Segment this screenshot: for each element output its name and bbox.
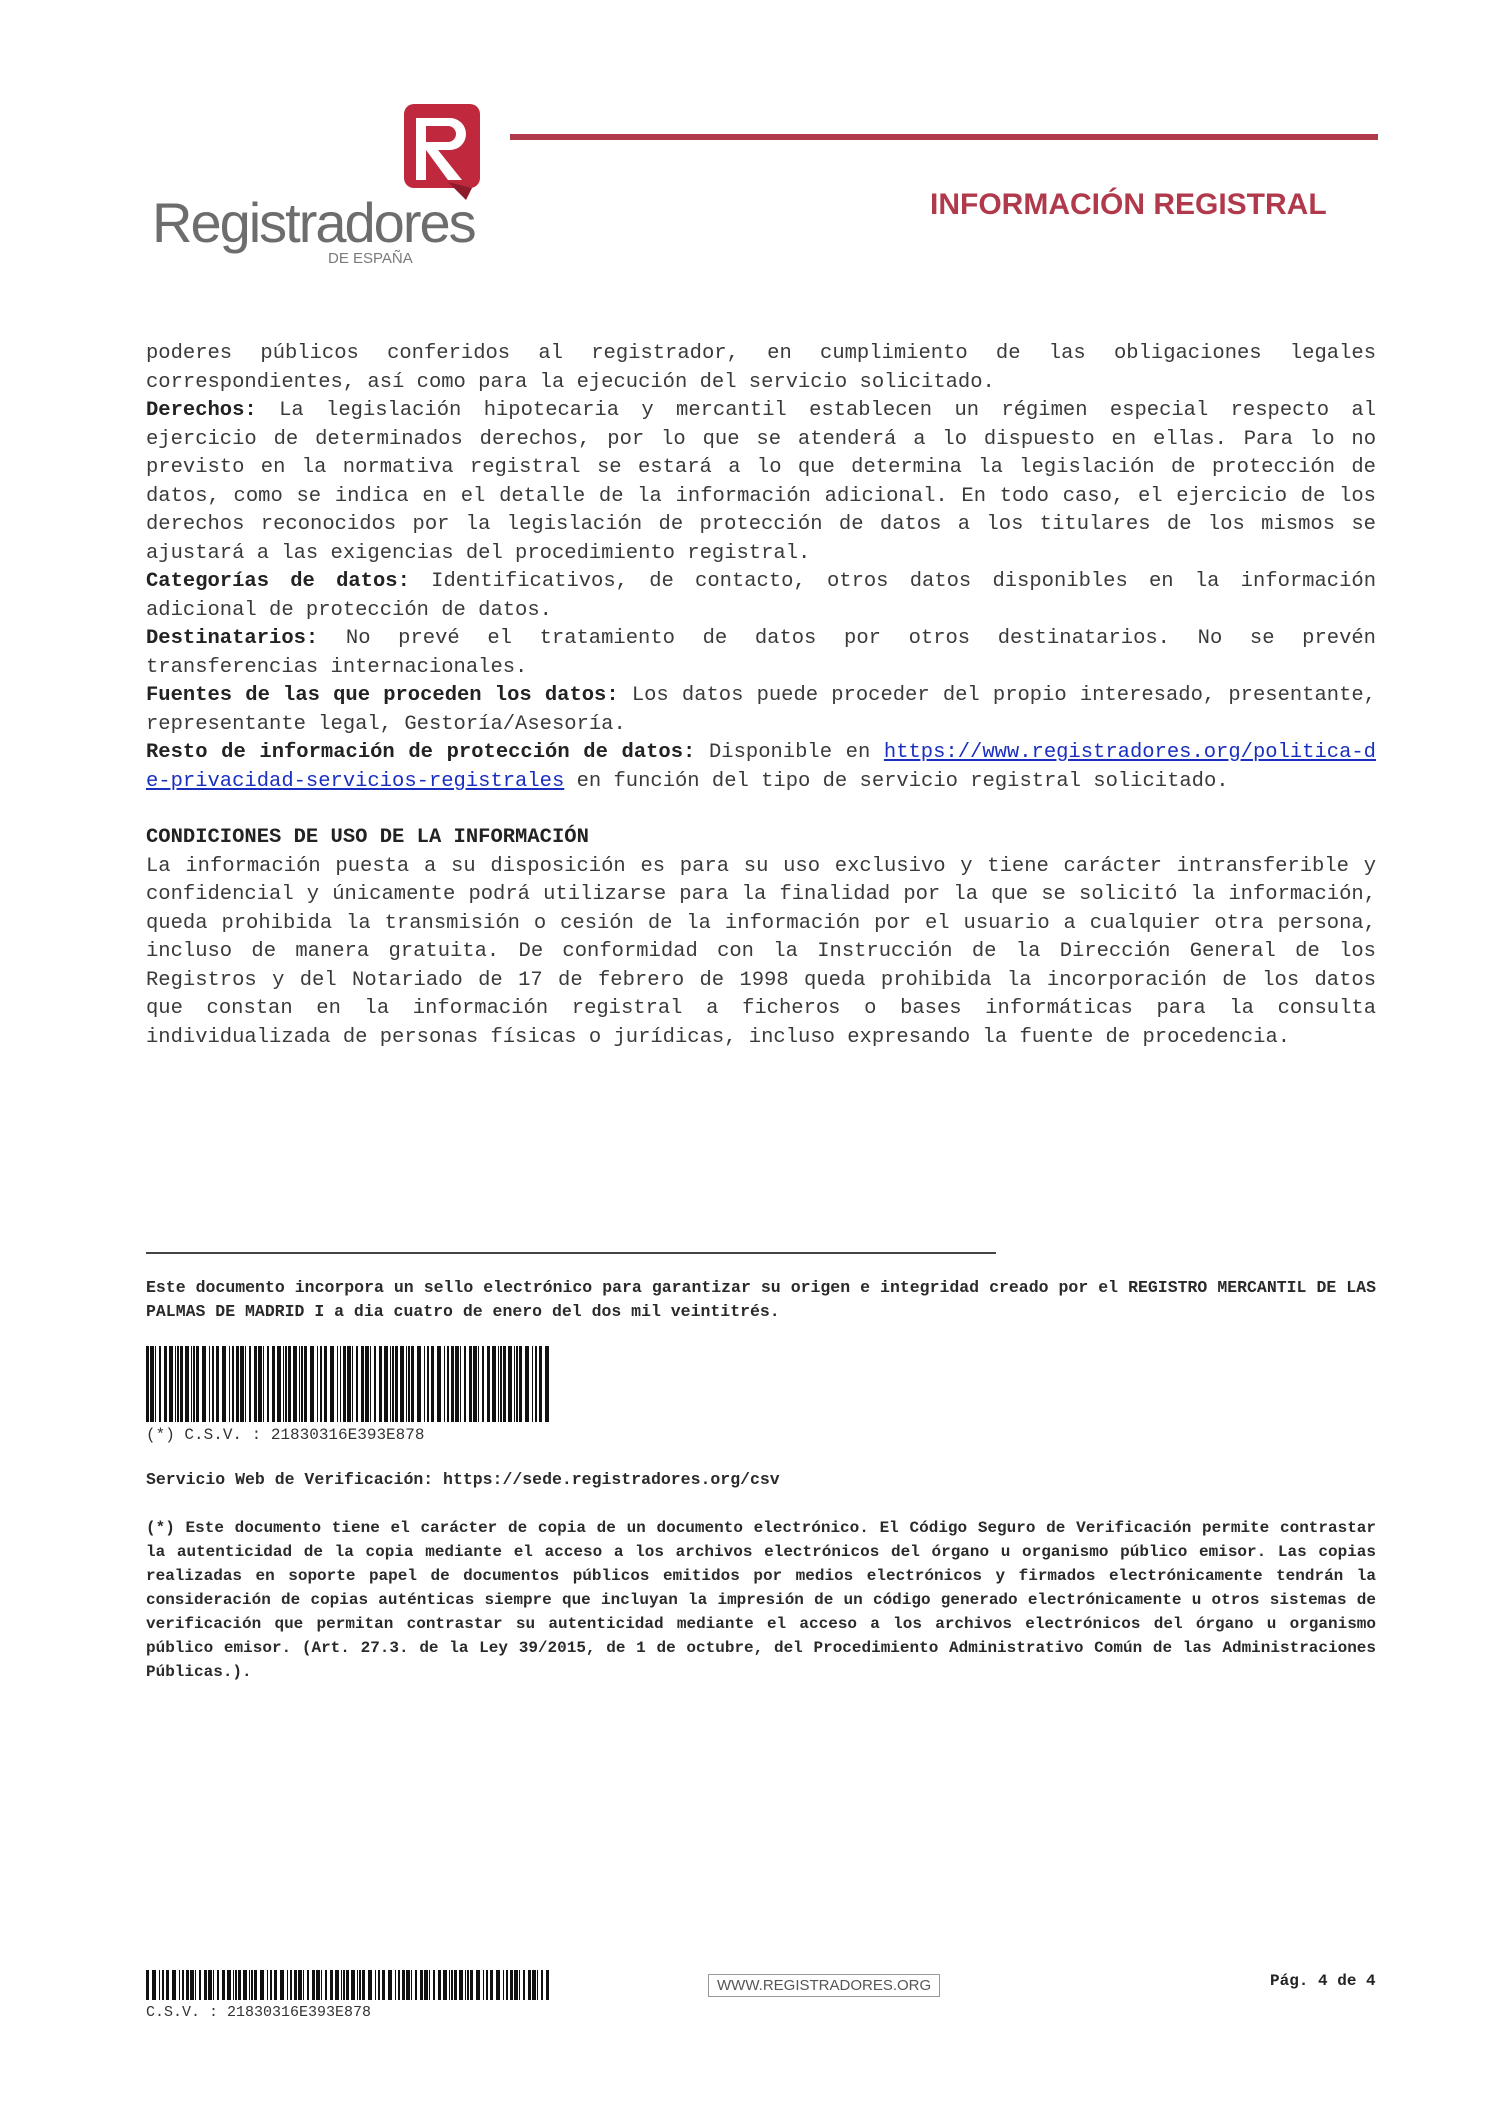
barcode-bar [236, 1346, 239, 1422]
barcode-bar [365, 1346, 369, 1422]
barcode-bar [424, 1970, 428, 2000]
barcode-bar [535, 1346, 537, 1422]
barcode-bar [249, 1970, 250, 2000]
registradores-logo-mark [404, 104, 480, 200]
barcode-bar [290, 1970, 292, 2000]
barcode-bar [525, 1346, 529, 1422]
barcode-bar [287, 1970, 288, 2000]
barcode-bar [415, 1970, 417, 2000]
barcode-bar [545, 1346, 549, 1422]
barcode-bar [340, 1346, 342, 1422]
header-rule [510, 134, 1378, 140]
barcode-bar [454, 1970, 457, 2000]
privacy-policy-link[interactable]: https://www.registradores.org/politica-de-privacidad-servicios-registrales [146, 741, 1376, 793]
barcode-bar [155, 1346, 156, 1422]
barcode-bar [392, 1346, 394, 1422]
resto-text-after: en función del tipo de servicio registral solicitado. [564, 769, 1229, 793]
barcode-bar [464, 1346, 466, 1422]
barcode-bar [398, 1970, 400, 2000]
barcode-bar [519, 1970, 520, 2000]
barcode-bar [341, 1970, 342, 2000]
barcode-bar [245, 1346, 246, 1422]
barcode-bar [532, 1970, 536, 2000]
barcode-bar [378, 1970, 380, 2000]
barcode-bar [361, 1346, 364, 1422]
barcode-bar [227, 1970, 231, 2000]
barcode-bar [243, 1970, 247, 2000]
barcode-bar [506, 1970, 508, 2000]
logo-wordmark: Registradores [152, 191, 475, 254]
barcode-bar [317, 1346, 318, 1422]
barcode-bar [222, 1346, 226, 1422]
barcode-bar [177, 1346, 179, 1422]
barcode-bar [260, 1970, 264, 2000]
barcode-bar [400, 1346, 404, 1422]
barcode-bar [335, 1970, 339, 2000]
barcode-bar [304, 1346, 307, 1422]
barcode-bar [209, 1346, 210, 1422]
barcode-bar [482, 1346, 484, 1422]
barcode-bar [379, 1346, 382, 1422]
barcode-bar [384, 1346, 388, 1422]
barcode-bar [510, 1970, 513, 2000]
barcode-bar [451, 1346, 454, 1422]
barcode-bar [487, 1346, 490, 1422]
verification-web-service: Servicio Web de Verificación: https://sede.registradores.org/csv [146, 1470, 780, 1489]
csv-code: (*) C.S.V. : 21830316E393E878 [146, 1426, 425, 1444]
barcode-bar [325, 1970, 327, 2000]
barcode-bar [417, 1346, 421, 1422]
barcode-bar [347, 1346, 351, 1422]
barcode-bar [208, 1970, 212, 2000]
barcode-bar [411, 1970, 412, 2000]
barcode-bar [307, 1970, 309, 2000]
barcode-bar [303, 1970, 304, 2000]
barcode-bar [516, 1346, 518, 1422]
barcode-bar [190, 1970, 194, 2000]
barcode-bar [455, 1346, 459, 1422]
categorias-paragraph [146, 568, 1376, 625]
barcode-bar [473, 1346, 477, 1422]
barcode-bar [217, 1970, 219, 2000]
barcode-bar [213, 1970, 214, 2000]
barcode-bar [402, 1970, 405, 2000]
barcode-bar [539, 1346, 542, 1422]
barcode-bar [172, 1970, 176, 2000]
destinatarios-text: No prevé el tratamiento de datos por otros destinatarios. No se prevén transferencias internacionales. [146, 627, 1376, 679]
barcode-bar [152, 1970, 156, 2000]
barcode-bar [467, 1970, 469, 2000]
barcode-bar [528, 1970, 531, 2000]
barcode-bar [451, 1970, 453, 2000]
barcode-bar [222, 1970, 225, 2000]
barcode-bar [346, 1970, 349, 2000]
barcode-bar [280, 1970, 284, 2000]
barcode-bar [411, 1346, 414, 1422]
barcode-bar [343, 1970, 345, 2000]
derechos-text: La legislación hipotecaria y mercantil establecen un régimen especial respecto al ejercicio de determinados derechos, por lo que se atenderá a lo dispuesto en ellas. Para lo no previsto en la normativa registral se estará a lo que determina la legislación de protección de datos, como se indica en el detalle de la información adicional. En todo caso, el ejercicio de los derechos reconocidos por la legislación de protección de datos a los titulares de los mismos se ajustará a las exigencias del procedimiento registral. [146, 399, 1376, 565]
barcode-bar [316, 1970, 320, 2000]
barcode-bar [431, 1346, 434, 1422]
resto-paragraph [146, 739, 1376, 796]
barcode-bar [395, 1346, 398, 1422]
barcode-bar [285, 1346, 287, 1422]
barcode-bar [343, 1346, 346, 1422]
barcode-bar [277, 1346, 281, 1422]
intro-paragraph: poderes públicos conferidos al registrador, en cumplimiento de las obligaciones legales correspondientes, así como para la ejecución del servicio solicitado. [146, 342, 1376, 394]
barcode-bar [368, 1970, 372, 2000]
legal-notice: (*) Este documento tiene el carácter de copia de un documento electrónico. El Código Seguro de Verificación permite contrastar la autenticidad de la copia mediante el acceso a los archivos electrónicos del órgano u organismo público emisor. Las copias realizadas en soporte papel de documentos públicos emitidos por medios electrónicos y firmados electrónicamente tendrán la consideración de copias auténticas siempre que incluyan la impresión de un código generado electrónicamente u otros sistemas de verificación que permitan contrastar su autenticidad mediante el acceso a los archivos electrónicos del órgano u organismo público emisor. (Art. 27.3. de la Ley 39/2015, de 1 de octubre, del Procedimiento Administrativo Común de las Administraciones Públicas.). [146, 1519, 1376, 1681]
footer-barcode [146, 1970, 552, 2000]
barcode-bar [498, 1346, 499, 1422]
fuentes-text: Los datos puede proceder del propio interesado, presentante, representante legal, Gestoría/Asesoría. [146, 684, 1376, 736]
derechos-label: Derechos: [146, 399, 257, 422]
barcode-bar [229, 1346, 230, 1422]
barcode-bar [199, 1970, 201, 2000]
barcode-bar [159, 1346, 161, 1422]
barcode-bar [437, 1346, 441, 1422]
categorias-text: Identificativos, de contacto, otros datos disponibles en la información adicional de protección de datos. [146, 570, 1376, 622]
barcode-bar [294, 1970, 297, 2000]
barcode-bar [267, 1970, 268, 2000]
barcode-bar [438, 1970, 441, 2000]
barcode-bar [321, 1970, 322, 2000]
barcode-bar [254, 1970, 257, 2000]
barcode-bar [362, 1970, 365, 2000]
electronic-seal-notice: Este documento incorpora un sello electrónico para garantizar su origen e integridad creado por el REGISTRO MERCANTIL DE LAS PALMAS DE MADRID I a dia cuatro de enero del dos mil veintitrés. [146, 1278, 1376, 1321]
barcode-bar [182, 1970, 184, 2000]
barcode-bar [359, 1970, 361, 2000]
footer-website: WWW.REGISTRADORES.ORG [708, 1974, 940, 1997]
barcode-bar [324, 1346, 327, 1422]
barcode-bar [406, 1346, 407, 1422]
barcode-bar [272, 1346, 275, 1422]
barcode-bar [374, 1346, 376, 1422]
barcode-bar [195, 1970, 196, 2000]
barcode-bar [251, 1970, 253, 2000]
barcode-bar [232, 1346, 234, 1422]
barcode-bar [204, 1970, 207, 2000]
barcode-bar [523, 1970, 525, 2000]
barcode-bar [352, 1346, 353, 1422]
barcode-bar [288, 1346, 291, 1422]
barcode-bar [492, 1346, 496, 1422]
page-number: Pág. 4 de 4 [1270, 1972, 1376, 1990]
barcode-bar [388, 1970, 392, 2000]
categorias-label: Categorías de datos: [146, 570, 410, 593]
barcode-bar [465, 1970, 466, 2000]
barcode-bar [478, 1346, 479, 1422]
barcode-bar [490, 1970, 493, 2000]
document-body [146, 340, 1376, 1052]
barcode-bar [263, 1346, 264, 1422]
csv-barcode [146, 1346, 552, 1422]
barcode-bar [146, 1970, 149, 2000]
barcode-bar [532, 1346, 533, 1422]
derechos-paragraph [146, 397, 1376, 568]
barcode-bar [274, 1970, 277, 2000]
barcode-bar [519, 1346, 522, 1422]
barcode-bar [351, 1970, 355, 2000]
barcode-bar [476, 1970, 480, 2000]
barcode-bar [185, 1346, 189, 1422]
barcode-bar [312, 1970, 315, 2000]
destinatarios-label: Destinatarios: [146, 627, 319, 650]
barcode-bar [420, 1970, 423, 2000]
barcode-bar [508, 1346, 512, 1422]
barcode-bar [469, 1346, 472, 1422]
barcode-bar [449, 1970, 450, 2000]
barcode-bar [196, 1346, 199, 1422]
barcode-bar [301, 1346, 303, 1422]
barcode-bar [541, 1970, 543, 2000]
barcode-bar [150, 1346, 154, 1422]
barcode-bar [186, 1970, 189, 2000]
separator-line [146, 1252, 996, 1254]
barcode-bar [427, 1346, 429, 1422]
fuentes-paragraph [146, 682, 1376, 739]
resto-label: Resto de información de protección de datos: [146, 741, 696, 764]
barcode-bar [180, 1346, 183, 1422]
barcode-bar [330, 1346, 334, 1422]
logo-subtitle: DE ESPAÑA [328, 250, 413, 267]
barcode-bar [270, 1970, 272, 2000]
barcode-bar [267, 1346, 269, 1422]
barcode-bar [375, 1970, 376, 2000]
barcode-bar [254, 1346, 257, 1422]
barcode-bar [395, 1970, 396, 2000]
barcode-bar [293, 1346, 297, 1422]
barcode-bar [514, 1346, 515, 1422]
barcode-bar [382, 1970, 385, 2000]
barcode-bar [443, 1970, 447, 2000]
header-title: INFORMACIÓN REGISTRAL [930, 188, 1327, 221]
barcode-bar [298, 1970, 302, 2000]
barcode-bar [320, 1346, 322, 1422]
barcode-bar [146, 1346, 149, 1422]
barcode-bar [408, 1346, 410, 1422]
barcode-bar [433, 1970, 435, 2000]
barcode-bar [249, 1346, 251, 1422]
barcode-bar [546, 1970, 549, 2000]
barcode-bar [486, 1970, 488, 2000]
barcode-bar [470, 1970, 473, 2000]
barcode-bar [406, 1970, 410, 2000]
barcode-bar [424, 1346, 425, 1422]
barcode-bar [235, 1970, 237, 2000]
barcode-bar [459, 1970, 463, 2000]
barcode-bar [240, 1346, 244, 1422]
barcode-bar [357, 1970, 358, 2000]
barcode-bar [258, 1346, 262, 1422]
barcode-bar [330, 1970, 333, 2000]
resto-text-before: Disponible en [695, 741, 884, 764]
barcode-bar [370, 1346, 371, 1422]
barcode-bar [283, 1346, 284, 1422]
barcode-bar [337, 1346, 338, 1422]
barcode-bar [483, 1970, 484, 2000]
barcode-bar [500, 1346, 502, 1422]
barcode-bar [216, 1346, 219, 1422]
barcode-bar [166, 1970, 169, 2000]
barcode-bar [503, 1346, 506, 1422]
barcode-bar [175, 1346, 176, 1422]
barcode-bar [310, 1346, 314, 1422]
barcode-bar [162, 1970, 164, 2000]
barcode-bar [447, 1346, 449, 1422]
conditions-paragraph: La información puesta a su disposición es para su uso exclusivo y tiene carácter intransferible y confidencial y únicamente podrá utilizarse para la finalidad por la que se solicitó la información, queda prohibida la transmisión o cesión de la información por el usuario a cualquier otra persona, incluso de manera gratuita. De conformidad con la Instrucción de la Dirección General de los Registros y del Notariado de 17 de febrero de 1998 queda prohibida la incorporación de los datos que constan en la información registral a ficheros o bases informáticas para la consulta individualizada de personas físicas o jurídicas, incluso expresando la fuente de procedencia. [146, 854, 1376, 1049]
barcode-bar [159, 1970, 160, 2000]
barcode-bar [202, 1346, 206, 1422]
fuentes-label: Fuentes de las que proceden los datos: [146, 684, 619, 707]
barcode-bar [496, 1970, 500, 2000]
barcode-bar [444, 1346, 445, 1422]
barcode-bar [356, 1346, 358, 1422]
barcode-bar [514, 1970, 518, 2000]
barcode-bar [164, 1346, 167, 1422]
barcode-bar [299, 1346, 300, 1422]
barcode-bar [503, 1970, 504, 2000]
barcode-bar [460, 1346, 461, 1422]
barcode-bar [191, 1346, 192, 1422]
barcode-bar [390, 1346, 391, 1422]
destinatarios-paragraph [146, 625, 1376, 682]
barcode-bar [212, 1346, 214, 1422]
barcode-bar [193, 1346, 195, 1422]
barcode-bar [537, 1970, 538, 2000]
conditions-title: CONDICIONES DE USO DE LA INFORMACIÓN [146, 826, 589, 849]
barcode-bar [233, 1970, 234, 2000]
barcode-bar [179, 1970, 180, 2000]
barcode-bar [169, 1346, 173, 1422]
barcode-bar [238, 1970, 241, 2000]
barcode-bar [429, 1970, 430, 2000]
footer-csv-code: C.S.V. : 21830316E393E878 [146, 2004, 372, 2021]
